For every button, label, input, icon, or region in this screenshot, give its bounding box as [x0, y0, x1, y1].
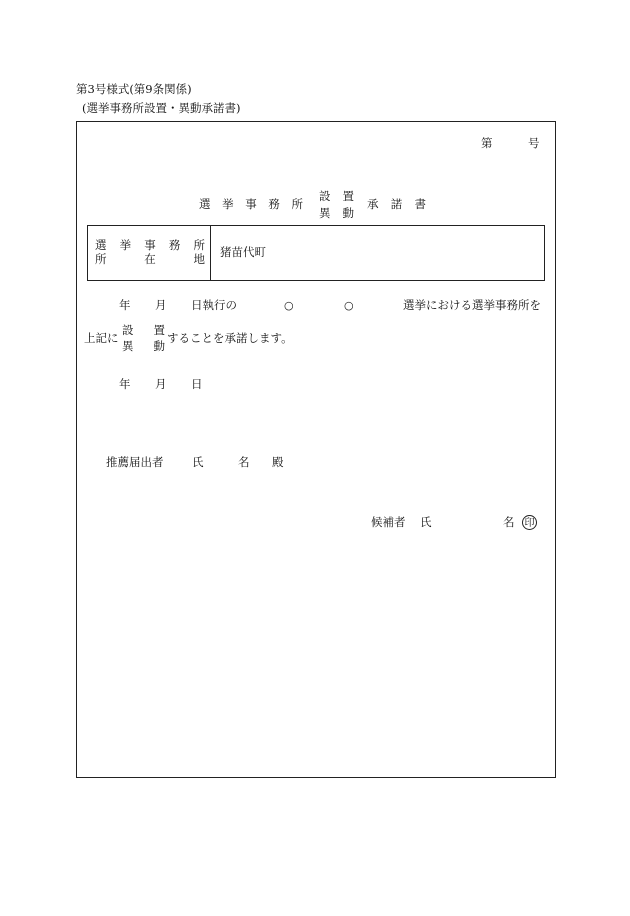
address-label-line1 — [95, 240, 205, 252]
title-idou — [319, 208, 354, 220]
title-setchi — [319, 191, 354, 203]
title-shodaku — [367, 199, 426, 211]
title-char: 諾 — [390, 197, 403, 211]
date-hi: 日 — [191, 377, 203, 391]
body-nen: 年 — [119, 298, 131, 312]
body-setchi — [122, 325, 165, 337]
title-char: 選 — [199, 197, 211, 211]
date-tsuki: 月 — [155, 377, 167, 391]
title-char: 置 — [342, 189, 354, 203]
address-label-line2 — [95, 254, 205, 266]
body-tsuki: 月 — [155, 298, 167, 312]
label-char: 地 — [193, 252, 205, 266]
doc-number-go: 号 — [528, 136, 540, 150]
blank-circle-2: ○ — [344, 299, 354, 312]
title-char: 挙 — [222, 197, 234, 211]
title-char: 設 — [319, 189, 331, 203]
label-char: 所 — [193, 238, 205, 252]
title-main — [199, 199, 303, 211]
recommender-dono: 殿 — [272, 455, 284, 469]
form-frame — [76, 121, 556, 778]
seal-icon: 印 — [522, 515, 537, 530]
candidate-shi: 氏 — [420, 515, 432, 529]
label-char: 在 — [144, 252, 156, 266]
label-char: 選 — [95, 238, 107, 252]
date-nen: 年 — [119, 377, 131, 391]
label-char: 務 — [168, 238, 181, 252]
body-char: 異 — [122, 339, 134, 353]
title-char: 務 — [268, 197, 280, 211]
body-idou — [122, 341, 165, 353]
body-char: 動 — [153, 339, 165, 353]
address-table-divider — [210, 225, 211, 281]
body-senkyo-ni-okeru: 選挙における選挙事務所を — [403, 298, 541, 312]
body-suru-koto: することを承諾します。 — [167, 331, 293, 345]
body-hi-shikkou: 日執行の — [191, 298, 237, 312]
label-char: 挙 — [119, 238, 132, 252]
title-char: 書 — [414, 197, 426, 211]
recommender-mei: 名 — [238, 455, 250, 469]
recommender-shi: 氏 — [192, 455, 204, 469]
title-char: 所 — [291, 197, 303, 211]
title-char: 承 — [367, 197, 379, 211]
address-value: 猪苗代町 — [220, 245, 266, 259]
form-title-paren: (選挙事務所設置・異動承諾書) — [82, 101, 241, 115]
recommender-label: 推薦届出者 — [106, 455, 164, 469]
label-char: 所 — [95, 252, 107, 266]
body-char: 置 — [153, 323, 165, 337]
body-jouki-ni: 上記に — [84, 331, 119, 345]
candidate-label: 候補者 — [371, 515, 406, 529]
title-char: 異 — [319, 206, 331, 220]
title-char: 動 — [342, 206, 354, 220]
title-char: 事 — [245, 197, 257, 211]
doc-number-dai: 第 — [481, 136, 493, 150]
body-char: 設 — [122, 323, 134, 337]
candidate-mei: 名 — [503, 515, 515, 529]
form-number: 第3号様式(第9条関係) — [76, 82, 192, 96]
blank-circle-1: ○ — [284, 299, 294, 312]
label-char: 事 — [144, 238, 156, 252]
